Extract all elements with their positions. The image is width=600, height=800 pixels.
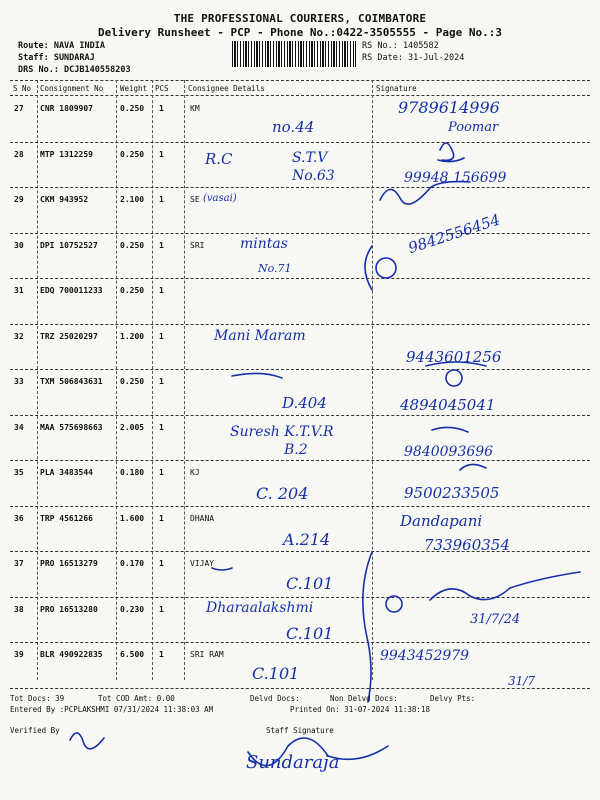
total-cod-amount: Tot COD Amt: 0.00 — [98, 694, 175, 703]
row-pcs: 1 — [159, 468, 164, 477]
signature-stroke — [380, 182, 470, 204]
handwritten-name: Dandapani — [400, 512, 483, 530]
handwritten-address: R.C — [205, 150, 233, 168]
row-weight: 0.250 — [120, 149, 145, 159]
row-pcs: 1 — [159, 104, 164, 113]
handwritten-phone: 9443601256 — [406, 348, 502, 366]
drs-number: DRS No.: DCJB140558203 — [18, 65, 131, 75]
row-consignment-no: MTP 1312259 — [40, 149, 93, 159]
row-consignment-no: CNR 1809907 — [40, 104, 93, 113]
row-sno: 27 — [14, 104, 24, 113]
col-header-pcs: PCS — [155, 84, 169, 93]
signature-stroke — [70, 733, 104, 749]
row-weight: 0.250 — [120, 377, 145, 386]
row-weight: 2.100 — [120, 195, 145, 204]
handwritten-address: C.101 — [286, 624, 334, 643]
row-pcs: 1 — [159, 604, 164, 614]
handwritten-name: Dharaalakshmi — [206, 600, 314, 616]
handwritten-note: (vasai) — [203, 193, 237, 204]
handwritten-address: No.71 — [258, 262, 292, 275]
row-pcs: 1 — [159, 149, 164, 159]
col-header-signature: Signature — [376, 84, 417, 93]
row-pcs: 1 — [159, 195, 164, 204]
row-sno: 28 — [14, 149, 24, 159]
handwritten-address: B.2 — [284, 442, 308, 458]
row-weight: 1.600 — [120, 513, 145, 523]
row-consignment-no: PRO 16513280 — [40, 604, 98, 614]
row-consignment-no: PLA 3483544 — [40, 468, 93, 477]
total-docs: Tot Docs: 39 — [10, 694, 65, 703]
handwritten-phone: 9789614996 — [398, 98, 500, 117]
signature-stroke — [212, 373, 282, 570]
row-consignee: DHANA — [190, 513, 215, 523]
col-header-consignment: Consignment No — [40, 84, 104, 93]
row-pcs: 1 — [159, 559, 164, 568]
row-consignment-no: EDQ 700011233 — [40, 286, 103, 295]
row-sno: 34 — [14, 422, 24, 432]
signature-stroke — [430, 572, 580, 600]
handwritten-address: C. 204 — [256, 484, 309, 503]
col-header-weight: Weight — [120, 84, 148, 93]
row-consignment-no: TRZ 25020297 — [40, 331, 98, 341]
handwritten-address: C.101 — [286, 574, 334, 593]
row-sno: 31 — [14, 286, 24, 295]
row-sno: 38 — [14, 604, 24, 614]
row-weight: 6.500 — [120, 650, 145, 659]
row-pcs: 1 — [159, 377, 164, 386]
staff-label: Staff: SUNDARAJ — [18, 53, 95, 63]
row-weight: 0.170 — [120, 559, 145, 568]
staff-signature-handwritten: Sundaraja — [246, 752, 340, 773]
row-weight: 2.005 — [120, 422, 145, 432]
non-delivered-docs: Non Delvd Docs: — [330, 694, 398, 703]
handwritten-address: S.T.V — [292, 150, 328, 166]
handwritten-phone: 99948 156699 — [404, 170, 507, 186]
company-name: THE PROFESSIONAL COURIERS, COIMBATORE — [173, 12, 427, 25]
row-consignee: SE — [190, 195, 200, 204]
row-weight: 0.250 — [120, 104, 145, 113]
signature-stroke — [432, 427, 486, 470]
runsheet-title: Delivery Runsheet - PCP - Phone No.:0422-3505555 - Page No.:3 — [98, 26, 502, 39]
handwritten-phone: 9500233505 — [404, 484, 500, 502]
handwritten-phone: 9842556454 — [406, 210, 503, 258]
row-pcs: 1 — [159, 331, 164, 341]
row-weight: 0.250 — [120, 286, 145, 295]
row-sno: 32 — [14, 331, 24, 341]
signature-stroke — [365, 246, 396, 290]
handwritten-date: 31/7 — [508, 674, 535, 688]
handwritten-address: D.404 — [282, 394, 327, 412]
entered-by: Entered By :PCPLAKSHMI 07/31/2024 11:38:03 AM — [10, 705, 214, 714]
row-pcs: 1 — [159, 286, 164, 295]
rs-number: RS No.: 1405582 — [362, 41, 439, 51]
row-consignment-no: PRO 16513279 — [40, 559, 98, 568]
handwritten-address: no.44 — [272, 118, 315, 136]
handwritten-name: Mani Maram — [214, 328, 306, 344]
row-pcs: 1 — [159, 513, 164, 523]
row-consignment-no: TRP 4561266 — [40, 513, 93, 523]
row-pcs: 1 — [159, 240, 164, 250]
handwritten-date: 31/7/24 — [470, 612, 521, 627]
row-sno: 35 — [14, 468, 24, 477]
handwritten-address: No.63 — [292, 168, 335, 184]
row-weight: 0.180 — [120, 468, 145, 477]
delivered-docs: Delvd Docs: — [250, 694, 300, 703]
row-weight: 0.230 — [120, 604, 145, 614]
col-header-sno: S No — [13, 84, 32, 93]
signature-stroke — [363, 552, 402, 702]
printed-on: Printed On: 31-07-2024 11:38:18 — [290, 705, 430, 714]
row-sno: 36 — [14, 513, 24, 523]
row-consignee: SRI RAM — [190, 650, 224, 659]
row-sno: 39 — [14, 650, 24, 659]
handwritten-phone: 9840093696 — [404, 444, 494, 460]
verified-by-label: Verified By — [10, 726, 60, 735]
handwritten-phone: 733960354 — [424, 536, 510, 554]
row-sno: 30 — [14, 240, 24, 250]
col-header-consignee: Consignee Details — [188, 84, 265, 93]
handwritten-phone: 4894045041 — [400, 396, 496, 414]
row-consignee: KM — [190, 104, 200, 113]
signature-stroke — [426, 362, 486, 386]
row-sno: 29 — [14, 195, 24, 204]
row-consignment-no: TXM 506843631 — [40, 377, 103, 386]
row-consignee: SRI — [190, 240, 205, 250]
row-consignment-no: MAA 575698663 — [40, 422, 103, 432]
row-consignment-no: CKM 943952 — [40, 195, 89, 204]
row-sno: 37 — [14, 559, 24, 568]
delivery-points: Delvy Pts: — [430, 694, 476, 703]
rs-date: RS Date: 31-Jul-2024 — [362, 53, 465, 63]
handwritten-phone: 9943452979 — [380, 648, 470, 664]
staff-signature-label: Staff Signature — [266, 726, 334, 735]
handwritten-address: C.101 — [252, 664, 300, 683]
signature-stroke — [438, 143, 464, 162]
row-pcs: 1 — [159, 650, 164, 659]
row-weight: 0.250 — [120, 240, 145, 250]
row-pcs: 1 — [159, 422, 164, 432]
handwritten-name: Suresh K.T.V.R — [230, 424, 334, 440]
row-consignee: VIJAY — [190, 559, 215, 568]
route-label: Route: NAVA INDIA — [18, 41, 105, 51]
row-weight: 1.200 — [120, 331, 145, 341]
row-consignment-no: BLR 490922835 — [40, 650, 103, 659]
handwritten-address: A.214 — [283, 530, 331, 549]
row-consignment-no: DPI 10752527 — [40, 240, 98, 250]
row-consignee: KJ — [190, 468, 200, 477]
row-sno: 33 — [14, 377, 24, 386]
handwritten-signature: Poomar — [448, 120, 499, 135]
handwritten-name: mintas — [240, 236, 288, 252]
